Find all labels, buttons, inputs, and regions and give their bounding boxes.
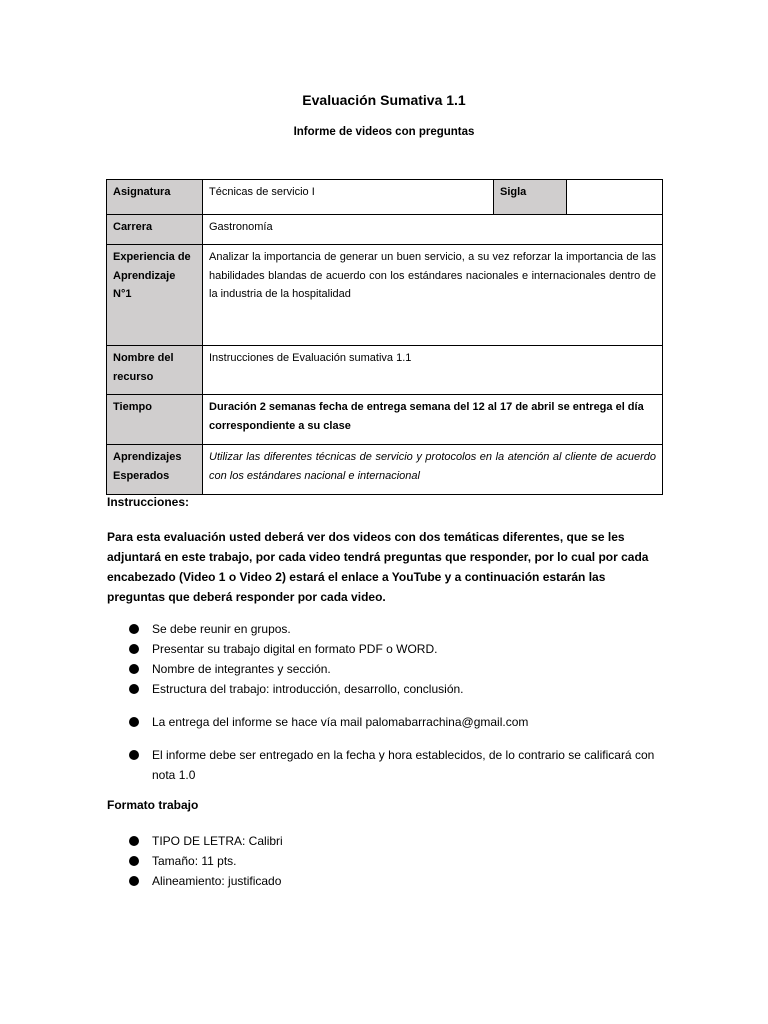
aprendizajes-label: Aprendizajes Esperados (107, 445, 203, 495)
document-title: Evaluación Sumativa 1.1 (302, 92, 466, 108)
instructions-paragraph: Para esta evaluación usted deberá ver dos videos con dos temáticas diferentes, que se les adjuntará en este trabajo, por cada video tendrá preguntas que responder, por lo cual por cada encabezado (Video 1 o Video 2) estará el enlace a YouTube y a continuación estarán las preguntas que deberá responder por cada video. (107, 530, 649, 604)
table-row (107, 395, 663, 445)
bullet-icon (129, 644, 139, 654)
tiempo-label: Tiempo (107, 395, 203, 445)
bullet-icon (129, 684, 139, 694)
bullet-icon (129, 856, 139, 866)
sigla-label: Sigla (494, 180, 567, 215)
aprendizajes-value: Utilizar las diferentes técnicas de servicio y protocolos en la atención al cliente de acuerdo con los estándares nacional e internacional (203, 445, 663, 495)
asignatura-label: Asignatura (107, 180, 203, 215)
bullet-icon (129, 717, 139, 727)
list-item-text: Estructura del trabajo: introducción, desarrollo, conclusión. (152, 682, 464, 696)
list-item (107, 712, 667, 732)
format-heading: Formato trabajo (107, 798, 199, 812)
deadline-instruction: El informe debe ser entregado en la fecha y hora establecidos, de lo contrario se calificará con nota 1.0 (152, 748, 655, 782)
bullet-icon (129, 750, 139, 760)
requirements-list (107, 619, 667, 699)
bullet-icon (129, 876, 139, 886)
email-instruction: La entrega del informe se hace vía mail palomabarrachina@gmail.com (152, 715, 529, 729)
bullet-icon (129, 624, 139, 634)
document-subtitle: Informe de videos con preguntas (293, 126, 475, 138)
course-info-table (106, 179, 663, 495)
list-item-text: Nombre de integrantes y sección. (152, 662, 331, 676)
instructions-heading: Instrucciones: (107, 495, 190, 509)
list-item (107, 679, 667, 699)
carrera-label: Carrera (107, 215, 203, 245)
list-item-text: TIPO DE LETRA: Calibri (152, 834, 283, 848)
table-row (107, 180, 663, 215)
deadline-list (107, 745, 667, 785)
asignatura-value: Técnicas de servicio I (203, 180, 494, 215)
table-row (107, 445, 663, 495)
list-item (107, 851, 667, 871)
list-item-text: Se debe reunir en grupos. (152, 622, 291, 636)
tiempo-value: Duración 2 semanas fecha de entrega semana del 12 al 17 de abril se entrega el día correspondiente a su clase (203, 395, 663, 445)
recurso-value: Instrucciones de Evaluación sumativa 1.1 (203, 346, 663, 395)
recurso-label: Nombre del recurso (107, 346, 203, 395)
experiencia-value: Analizar la importancia de generar un buen servicio, a su vez reforzar la importancia de las habilidades blandas de acuerdo con los estándares nacionales e internacionales dentro de la industria de la hospitalidad (203, 245, 663, 346)
list-item (107, 619, 667, 639)
experiencia-label: Experiencia de Aprendizaje N°1 (107, 245, 203, 346)
list-item (107, 745, 667, 785)
bullet-icon (129, 664, 139, 674)
list-item (107, 659, 667, 679)
sigla-value (567, 180, 663, 215)
format-list (107, 831, 667, 891)
list-item (107, 831, 667, 851)
table-row (107, 215, 663, 245)
bullet-icon (129, 836, 139, 846)
list-item-text: Tamaño: 11 pts. (152, 854, 237, 868)
table-row (107, 245, 663, 346)
list-item-text: Presentar su trabajo digital en formato PDF o WORD. (152, 642, 438, 656)
list-item (107, 871, 667, 891)
email-list (107, 712, 667, 732)
table-row (107, 346, 663, 395)
list-item (107, 639, 667, 659)
carrera-value: Gastronomía (203, 215, 663, 245)
list-item-text: Alineamiento: justificado (152, 874, 282, 888)
